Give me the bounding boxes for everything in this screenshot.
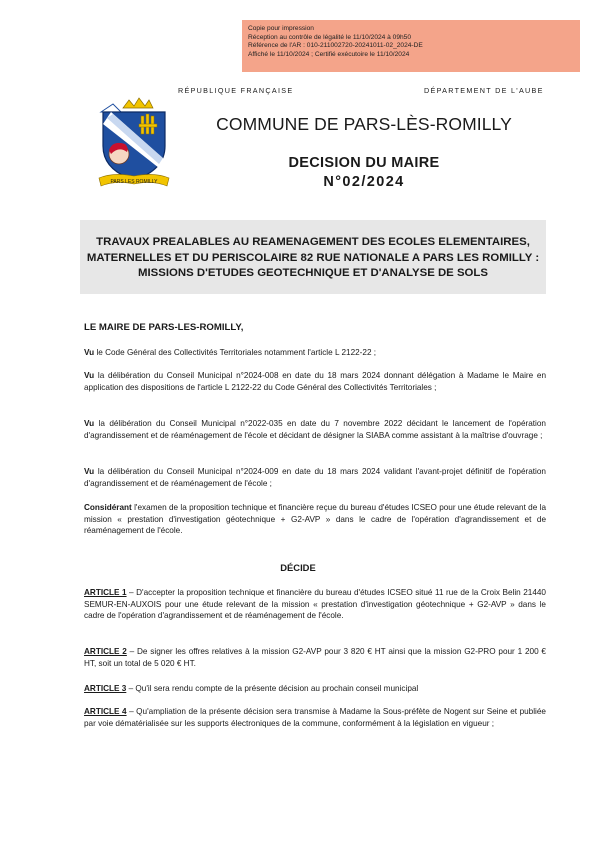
article-label: ARTICLE 3	[84, 684, 127, 693]
svg-text:PARS LES ROMILLY: PARS LES ROMILLY	[110, 179, 158, 185]
stamp-line-reception: Réception au contrôle de légalité le 11/10/2024 à 09h50	[248, 33, 412, 41]
stamp-line-copy: Copie pour impression	[248, 25, 314, 32]
article-4	[84, 706, 546, 729]
considerant-paragraph	[84, 502, 546, 537]
header-republique: RÉPUBLIQUE FRANÇAISE	[178, 86, 294, 95]
vu-label: Vu	[84, 419, 95, 428]
decision-number: N°02/2024	[323, 174, 405, 190]
decision-title: DECISION DU MAIRE	[288, 155, 440, 171]
vu-text: la délibération du Conseil Municipal n°2022-035 en date du 7 novembre 2022 décidant le lancement de l'opération d'agrandissement et de réaménagement de l'école et décidant de désigner la SIABA comme assistant à la maîtrise d'ouvrage ;	[84, 419, 546, 440]
article-label: ARTICLE 1	[84, 588, 127, 597]
vu-text: la délibération du Conseil Municipal n°2024-008 en date du 18 mars 2024 donnant délégation à Madame le Maire en application des dispositions de l'article L 2122-22 du Code Général des Collectivités Territoriales ;	[84, 371, 546, 392]
vu-text: la délibération du Conseil Municipal n°2024-009 en date du 18 mars 2024 validant l'avant-projet définitif de l'opération d'agrandissement et de réaménagement de l'école ;	[84, 467, 546, 488]
article-1	[84, 587, 546, 622]
vu-text: le Code Général des Collectivités Territoriales notamment l'article L 2122-22 ;	[94, 348, 377, 357]
article-text: – D'accepter la proposition technique et financière du bureau d'études ICSEO situé 11 rue de la Croix Belin 21440 SEMUR-EN-AUXOIS pour une étude relevant de la mission « prestation d'investigation géotechnique + G2-AVP » dans le cadre de l'opération d'agrandissement et de réaménagement de l'école.	[84, 588, 546, 621]
subject-line-1: TRAVAUX PREALABLES AU REAMENAGEMENT DES ECOLES ELEMENTAIRES,	[96, 236, 530, 248]
article-text: – Qu'ampliation de la présente décision sera transmise à Madame la Sous-préfète de Nogent sur Seine et publiée par voie dématérialisée sur les supports électroniques de la commune, conformément à la législation en vigueur ;	[84, 707, 546, 728]
stamp-line-affichage: Affiché le 11/10/2024 ; Certifié exécutoire le 11/10/2024	[248, 50, 410, 58]
vu-label: Vu	[84, 348, 95, 357]
commune-name: COMMUNE DE PARS-LÈS-ROMILLY	[216, 114, 512, 134]
legality-stamp	[242, 20, 580, 72]
decide-heading: DÉCIDE	[280, 562, 316, 573]
subject-line-2: MATERNELLES ET DU PERISCOLAIRE 82 RUE NATIONALE A PARS LES ROMILLY :	[86, 251, 540, 264]
vu-paragraph-2	[84, 370, 546, 393]
maire-title: LE MAIRE DE PARS-LES-ROMILLY,	[84, 322, 244, 333]
considerant-text: l'examen de la proposition technique et financière reçue du bureau d'études ICSEO pour une étude relevant de la mission « prestation d'investigation géotechnique + G2-AVP » dans le cadre de l'opération d'agrandissement et de réaménagement de l'école.	[84, 503, 546, 536]
article-label: ARTICLE 2	[84, 647, 127, 656]
article-2	[84, 646, 546, 669]
decision-heading	[186, 154, 542, 192]
article-label: ARTICLE 4	[84, 707, 127, 716]
vu-label: Vu	[84, 467, 95, 476]
vu-paragraph-3	[84, 418, 546, 441]
considerant-label: Considérant	[84, 503, 132, 512]
stamp-line-reference: Référence de l'AR : 010-211002720-20241011-02_2024-DE	[248, 42, 423, 50]
subject-box	[80, 220, 546, 294]
vu-paragraph-1	[84, 347, 546, 359]
header-departement: DÉPARTEMENT DE L'AUBE	[424, 86, 544, 95]
article-text: – Qu'il sera rendu compte de la présente décision au prochain conseil municipal	[126, 684, 419, 693]
subject-line-3: MISSIONS D'ETUDES GEOTECHNIQUE ET D'ANALYSE DE SOLS	[138, 267, 488, 280]
coat-of-arms-icon	[93, 94, 175, 192]
vu-label: Vu	[84, 371, 95, 380]
article-text: – De signer les offres relatives à la mission G2-AVP pour 3 820 € HT ainsi que la mission G2-PRO pour 1 200 € HT, soit un total de 5 020 € HT.	[84, 647, 546, 668]
vu-paragraph-4	[84, 466, 546, 489]
article-3	[84, 683, 546, 695]
